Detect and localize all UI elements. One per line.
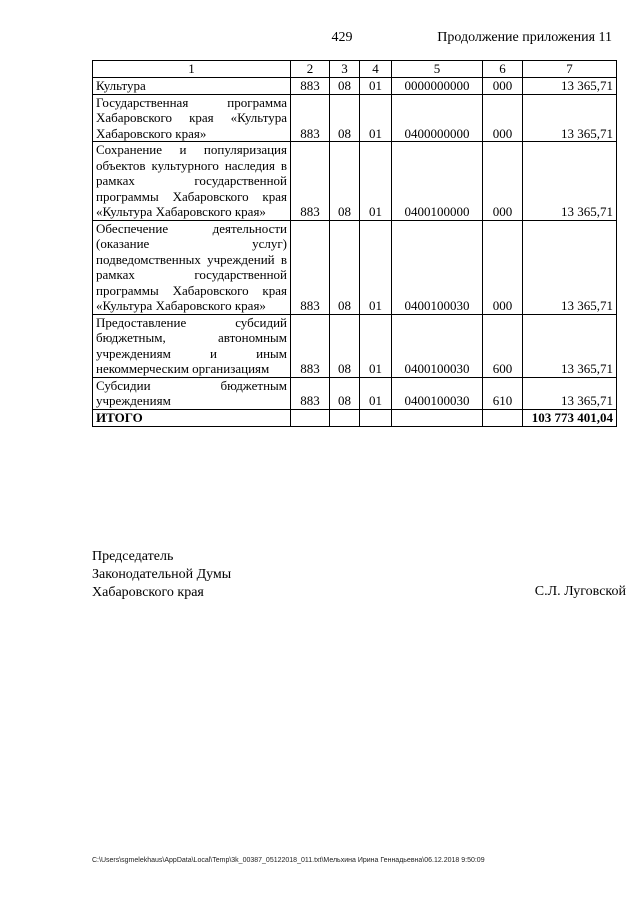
signature-block [92,548,231,602]
column-header: 6 [483,61,523,78]
cell-section: 08 [330,78,360,95]
column-header: 4 [360,61,392,78]
signature-title-line-3: Хабаровского края [92,585,204,600]
cell-amount: 13 365,71 [523,94,617,142]
cell-expense-type: 600 [483,314,523,377]
column-header: 2 [291,61,330,78]
cell-amount: 13 365,71 [523,220,617,314]
cell-code: 883 [291,94,330,142]
cell-subsection: 01 [360,314,392,377]
signature-title-line-2: Законодательной Думы [92,567,232,582]
cell-section: 08 [330,220,360,314]
cell-amount: 13 365,71 [523,377,617,409]
cell-subsection: 01 [360,94,392,142]
column-header: 5 [392,61,483,78]
cell-section: 08 [330,314,360,377]
cell-target-article: 0000000000 [392,78,483,95]
cell-amount: 13 365,71 [523,314,617,377]
cell-code: 883 [291,78,330,95]
cell-section: 08 [330,377,360,409]
table-header-row [93,61,617,78]
cell-expense-type: 000 [483,94,523,142]
cell-subsection: 01 [360,78,392,95]
cell-expense-type: 610 [483,377,523,409]
row-name: Предоставление субсидий бюджетным, автономным учреждениям и иным некоммерческим организациям [93,314,291,377]
cell-target-article: 0400100030 [392,377,483,409]
cell-amount: 13 365,71 [523,78,617,95]
table-row [93,314,617,377]
cell-target-article: 0400100030 [392,220,483,314]
row-name: Субсидии бюджетным учреждениям [93,377,291,409]
total-amount: 103 773 401,04 [523,409,617,426]
table-row [93,78,617,95]
cell-code: 883 [291,377,330,409]
column-header: 1 [93,61,291,78]
cell-code: 883 [291,220,330,314]
cell-code: 883 [291,314,330,377]
appendix-note: Продолжение приложения 11 [437,30,612,45]
cell-section: 08 [330,94,360,142]
cell-subsection: 01 [360,377,392,409]
row-name: Государственная программа Хабаровского края «Культура Хабаровского края» [93,94,291,142]
table-row [93,220,617,314]
page-number: 429 [331,30,353,45]
row-name: Сохранение и популяризация объектов культурного наследия в рамках государственной программы Хабаровского края «Культура Хабаровского края» [93,142,291,221]
table-row [93,142,617,221]
table-row [93,377,617,409]
row-name: Культура [93,78,291,95]
cell-expense-type: 000 [483,142,523,221]
budget-table [92,60,617,427]
cell-subsection: 01 [360,220,392,314]
total-row [93,409,617,426]
cell-target-article: 0400000000 [392,94,483,142]
column-header: 3 [330,61,360,78]
total-label: ИТОГО [93,409,291,426]
signature-title-line-1: Председатель [92,549,174,564]
cell-target-article: 0400100000 [392,142,483,221]
cell-amount: 13 365,71 [523,142,617,221]
column-header: 7 [523,61,617,78]
cell-expense-type: 000 [483,220,523,314]
cell-expense-type: 000 [483,78,523,95]
cell-target-article: 0400100030 [392,314,483,377]
footer-filepath: C:\Users\sgmelekhaus\AppData\Local\Temp\3k_00387_05122018_011.txt\Мельхина Ирина Геннадьевна\06.12.2018 9:50:09 [92,857,485,864]
row-name: Обеспечение деятельности (оказание услуг) подведомственных учреждений в рамках государственной программы Хабаровского края «Культура Хабаровского края» [93,220,291,314]
table-row [93,94,617,142]
cell-subsection: 01 [360,142,392,221]
cell-section: 08 [330,142,360,221]
cell-code: 883 [291,142,330,221]
signer-name: С.Л. Луговской [534,584,626,599]
